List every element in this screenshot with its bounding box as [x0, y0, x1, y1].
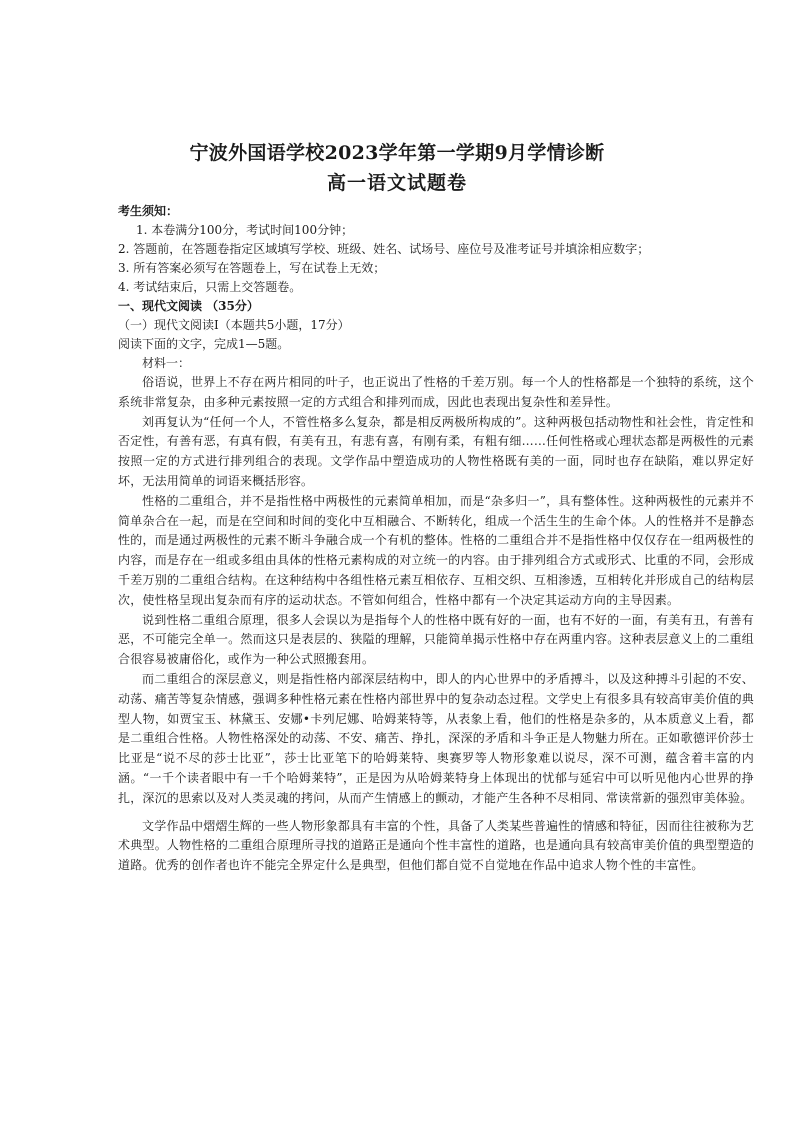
paragraph: 文学作品中熠熠生辉的一些人物形象都具有丰富的个性，具备了人类某些普遍性的情感和特征，因而往往被称为艺术典型。人物性格的二重组合原理所寻找的道路正是通向个性丰富性的道路，也是通向具有较高审美价值的典型塑造的道路。优秀的创作者也许不能完全界定什么是典型，但他们都自觉不自觉地在作品中追求人物个性的丰富性。 [118, 818, 754, 873]
section-subheading: （一）现代文阅读Ⅰ（本题共5小题，17分） [118, 318, 350, 332]
section-instruction: 阅读下面的文字，完成1—5题。 [118, 337, 290, 351]
notice-item: 3. 所有答案必须写在答题卷上，写在试卷上无效； [118, 261, 386, 275]
notice-item: 1. 本卷满分100分，考试时间100分钟； [136, 223, 354, 237]
notice-item: 2. 答题前，在答题卷指定区域填写学校、班级、姓名、试场号、座位号及准考证号并填涂相应数字； [118, 242, 650, 256]
notice-item: 4. 考试结束后，只需上交答题卷。 [118, 280, 302, 294]
paragraph: 俗语说，世界上不存在两片相同的叶子，也正说出了性格的千差万别。每一个人的性格都是一个独特的系统，这个系统非常复杂，由多种元素按照一定的方式组合和排列而成，因此也表现出复杂性和差异性。 [118, 375, 754, 409]
exam-title: 宁波外国语学校2023学年第一学期9月学情诊断 [189, 142, 605, 164]
exam-subtitle: 高一语文试题卷 [326, 172, 467, 194]
paragraph: 而二重组合的深层意义，则是指性格内部深层结构中，即人的内心世界中的矛盾搏斗，以及这种搏斗引起的不安、动荡、痛苦等复杂情感，强调多种性格元素在性格内部世界中的复杂动态过程。文学史上有很多具有较高审美价值的典型人物，如贾宝玉、林黛玉、安娜•卡列尼娜、哈姆莱特等，从表象上看，他们的性格是杂多的，从本质意义上看，都是二重组合性格。人物性格深处的动荡、不安、痛苦、挣扎，深深的矛盾和斗争正是人物魅力所在。正如歌德评价莎士比亚是“说不尽的莎士比亚”，莎士比亚笔下的哈姆莱特、奥赛罗等人物形象难以说尽，深不可测，蕴含着丰富的内涵。“一千个读者眼中有一千个哈姆莱特”，正是因为从哈姆莱特身上体现出的忧郁与延宕中可以听见他内心世界的挣扎，深沉的思索以及对人类灵魂的拷问，从而产生情感上的颤动，才能产生各种不尽相同、常读常新的强烈审美体验。 [118, 671, 754, 805]
material-label: 材料一： [142, 356, 191, 370]
section-heading: 一、现代文阅读 （35分） [118, 299, 259, 313]
notice-heading: 考生须知： [118, 204, 179, 218]
paragraph: 性格的二重组合，并不是指性格中两极性的元素简单相加，而是“杂多归一”，具有整体性。这种两极性的元素并不简单杂合在一起，而是在空间和时间的变化中互相融合、不断转化，组成一个活生生的生命个体。人的性格并不是静态性的，而是通过两极性的元素不断斗争融合成一个有机的整体。性格的二重组合并不是指性格中仅仅存在一组两极性的内容，而是存在一组或多组由具体的性格元素构成的对立统一的内容。由于排列组合方式或形式、比重的不同，会形成千差万别的二重组合结构。在这种结构中各组性格元素互相依存、互相交织、互相渗透，互相转化并形成自己的结构层次，使性格呈现出复杂而有序的运动状态。不管如何组合，性格中都有一个决定其运动方向的主导因素。 [118, 493, 754, 607]
paragraph: 说到性格二重组合原理，很多人会误以为是指每个人的性格中既有好的一面，也有不好的一面，有美有丑，有善有恶，不可能完全单一。然而这只是表层的、狭隘的理解，只能简单揭示性格中存在两重内容。这种表层意义上的二重组合很容易被庸俗化，或作为一种公式照搬套用。 [118, 612, 754, 667]
paragraph: 刘再复认为“任何一个人，不管性格多么复杂，都是相反两极所构成的”。这种两极包括动物性和社会性，肯定性和否定性，有善有恶，有真有假，有美有丑，有悲有喜，有刚有柔，有粗有细……任何性格或心理状态都是两极性的元素按照一定的方式进行排列组合的表现。文学作品中塑造成功的人物性格既有美的一面，同时也存在缺陷，难以界定好坏，无法用简单的词语来概括形容。 [118, 414, 754, 488]
